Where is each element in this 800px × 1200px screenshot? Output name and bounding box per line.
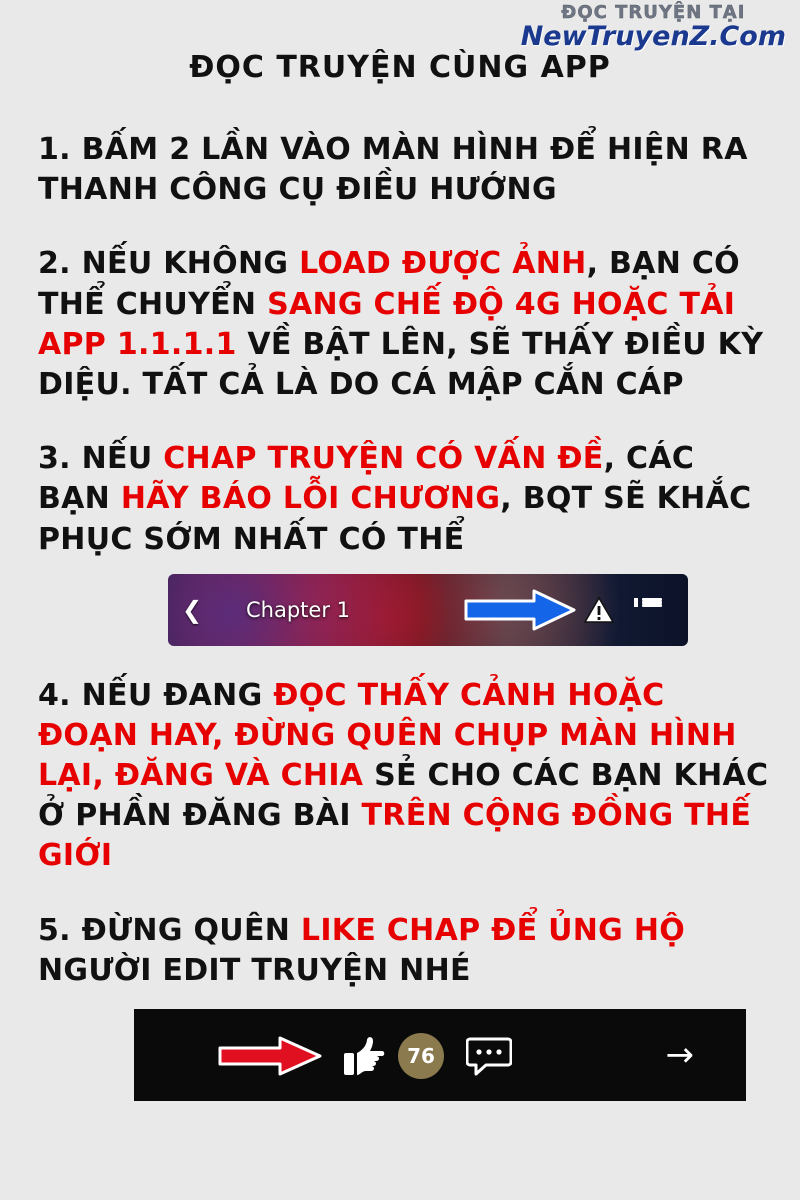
warning-triangle-icon[interactable] <box>584 596 614 624</box>
step-1-text <box>38 130 770 210</box>
site-watermark <box>521 4 786 51</box>
watermark-site-name: NewTruyenZ.Com <box>520 20 786 52</box>
instruction-step-1 <box>38 130 770 210</box>
step-5-seg-0: 5. ĐỪNG QUÊN <box>38 912 301 948</box>
step-3-seg-4: , BQT SẼ KHẮC PHỤC SỚM NHẤT CÓ THỂ <box>38 481 752 557</box>
step-5-seg-1: LIKE CHAP ĐỂ ỦNG HỘ <box>300 912 686 948</box>
blue-arrow-right-icon <box>464 589 576 631</box>
watermark-top-line: ĐỌC TRUYỆN TẠI <box>561 2 746 23</box>
comment-bubble-icon[interactable] <box>466 1035 512 1077</box>
thumbs-up-icon[interactable] <box>342 1035 386 1079</box>
instruction-step-3 <box>38 439 770 646</box>
step-2-seg-0: 2. NẾU KHÔNG <box>38 246 300 282</box>
step-2-seg-4: VỀ BẬT LÊN, SẼ THẤY ĐIỀU KỲ DIỆU. TẤT CẢ LÀ DO CÁ MẬP CẮN CÁP <box>38 326 764 402</box>
step-5-text <box>38 911 770 991</box>
reaction-bar-figure <box>134 1009 746 1101</box>
step-3-seg-2: , CÁC BẠN <box>38 441 695 517</box>
step-2-seg-3: SANG CHẾ ĐỘ 4G HOẶC TẢI APP 1.1.1.1 <box>38 286 736 362</box>
step-4-seg-1: ĐỌC THẤY CẢNH HOẶC ĐOẠN HAY, ĐỪNG QUÊN CHỤP MÀN HÌNH LẠI, ĐĂNG VÀ CHIA <box>38 677 737 794</box>
step-4-seg-3: TRÊN CỘNG ĐỒNG THẾ GIỚI <box>38 798 752 874</box>
step-5-seg-2: NGƯỜI EDIT TRUYỆN NHÉ <box>38 952 471 988</box>
step-4-text <box>38 676 770 877</box>
step-3-seg-0: 3. NẾU <box>38 441 164 477</box>
step-3-seg-1: CHAP TRUYỆN CÓ VẤN ĐỀ <box>163 441 604 477</box>
instruction-step-5 <box>38 911 770 1101</box>
step-2-seg-2: , BẠN CÓ THỂ CHUYỂN <box>38 246 740 322</box>
step-4-seg-2: SẺ CHO CÁC BẠN KHÁC Ở PHẦN ĐĂNG BÀI <box>38 758 769 834</box>
step-2-text <box>38 244 770 405</box>
step-3-seg-3: HÃY BÁO LỖI CHƯƠNG <box>120 481 501 517</box>
step-2-seg-1: LOAD ĐƯỢC ẢNH <box>299 246 587 282</box>
chapter-list-icon[interactable] <box>634 598 662 622</box>
red-arrow-right-icon <box>218 1035 322 1077</box>
page-title: ĐỌC TRUYỆN CÙNG APP <box>189 50 611 85</box>
instructions-list <box>38 126 770 1127</box>
instruction-step-2 <box>38 244 770 405</box>
step-3-text <box>38 439 770 560</box>
chapter-navigation-bar-figure <box>168 574 688 646</box>
like-count-badge: 76 <box>398 1033 444 1079</box>
step-1-seg-0: 1. BẤM 2 LẦN VÀO MÀN HÌNH ĐỂ HIỆN RA THANH CÔNG CỤ ĐIỀU HƯỚNG <box>38 132 748 208</box>
chevron-left-icon[interactable]: ❮ <box>182 595 203 624</box>
chapter-label: Chapter 1 <box>246 597 350 622</box>
instruction-step-4 <box>38 676 770 877</box>
arrow-right-icon[interactable]: → <box>665 1035 694 1075</box>
step-4-seg-0: 4. NẾU ĐANG <box>38 677 274 713</box>
